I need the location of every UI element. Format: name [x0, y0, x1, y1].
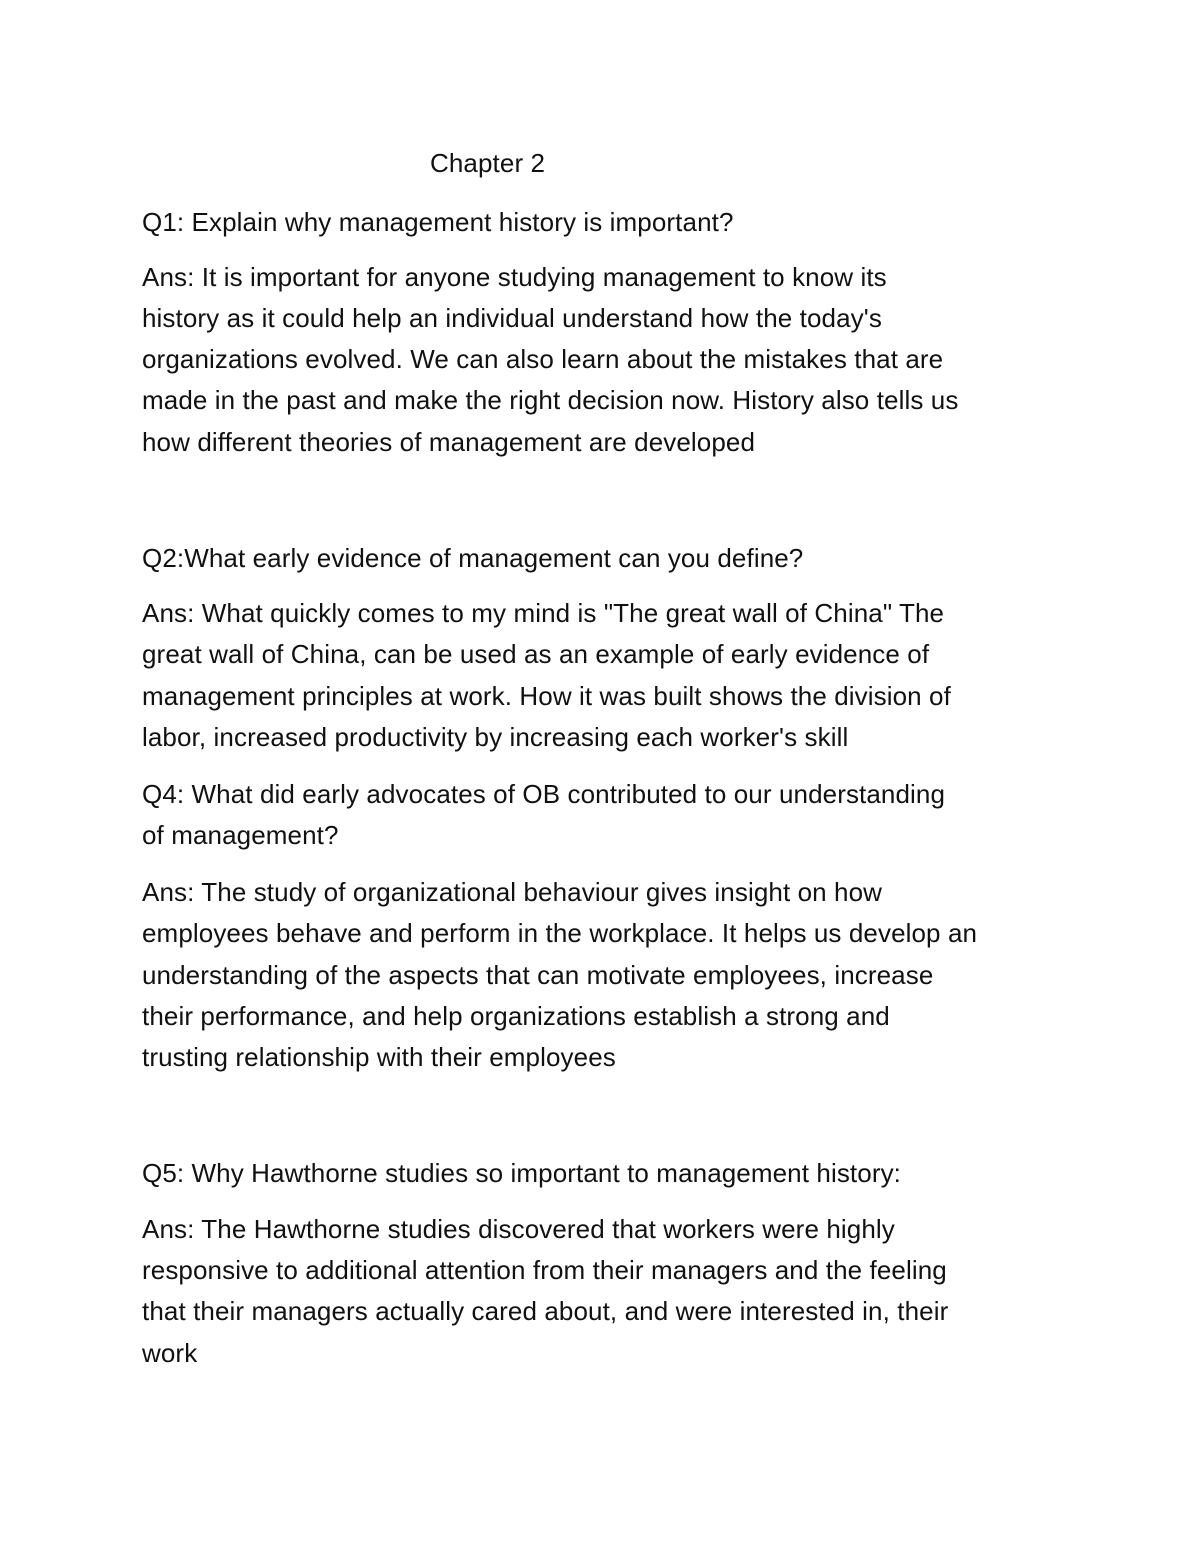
answer-1-line-1: Ans: It is important for anyone studying management to know its: [142, 262, 887, 292]
answer-5-line-4: work: [142, 1338, 198, 1368]
answer-2-line-2: great wall of China, can be used as an example of early evidence of: [142, 639, 930, 669]
question-4-line-2: of management?: [142, 820, 339, 850]
answer-1-line-4: made in the past and make the right decision now. History also tells us: [142, 385, 959, 415]
answer-2-line-1: Ans: What quickly comes to my mind is "The great wall of China" The: [142, 598, 945, 628]
answer-4-line-4: their performance, and help organizations establish a strong and: [142, 1001, 890, 1031]
answer-5-line-3: that their managers actually cared about, and were interested in, their: [142, 1296, 949, 1326]
answer-1-line-3: organizations evolved. We can also learn about the mistakes that are: [142, 344, 944, 374]
answer-4-line-3: understanding of the aspects that can motivate employees, increase: [142, 960, 934, 990]
question-4-line-1: Q4: What did early advocates of OB contributed to our understanding: [142, 779, 946, 809]
answer-4-line-5: trusting relationship with their employees: [142, 1042, 616, 1072]
answer-1-line-5: how different theories of management are developed: [142, 427, 756, 457]
answer-4-line-2: employees behave and perform in the workplace. It helps us develop an: [142, 918, 978, 948]
answer-1-line-2: history as it could help an individual understand how the today's: [142, 303, 882, 333]
answer-5-line-2: responsive to additional attention from their managers and the feeling: [142, 1255, 947, 1285]
answer-5-line-1: Ans: The Hawthorne studies discovered that workers were highly: [142, 1214, 895, 1244]
answer-2-line-4: labor, increased productivity by increasing each worker's skill: [142, 722, 849, 752]
answer-4-line-1: Ans: The study of organizational behaviour gives insight on how: [142, 877, 883, 907]
question-5: Q5: Why Hawthorne studies so important to management history:: [142, 1158, 901, 1188]
answer-2-line-3: management principles at work. How it was built shows the division of: [142, 681, 951, 711]
question-2: Q2:What early evidence of management can you define?: [142, 543, 804, 573]
page-title: Chapter 2: [430, 148, 546, 178]
question-1: Q1: Explain why management history is important?: [142, 207, 734, 237]
